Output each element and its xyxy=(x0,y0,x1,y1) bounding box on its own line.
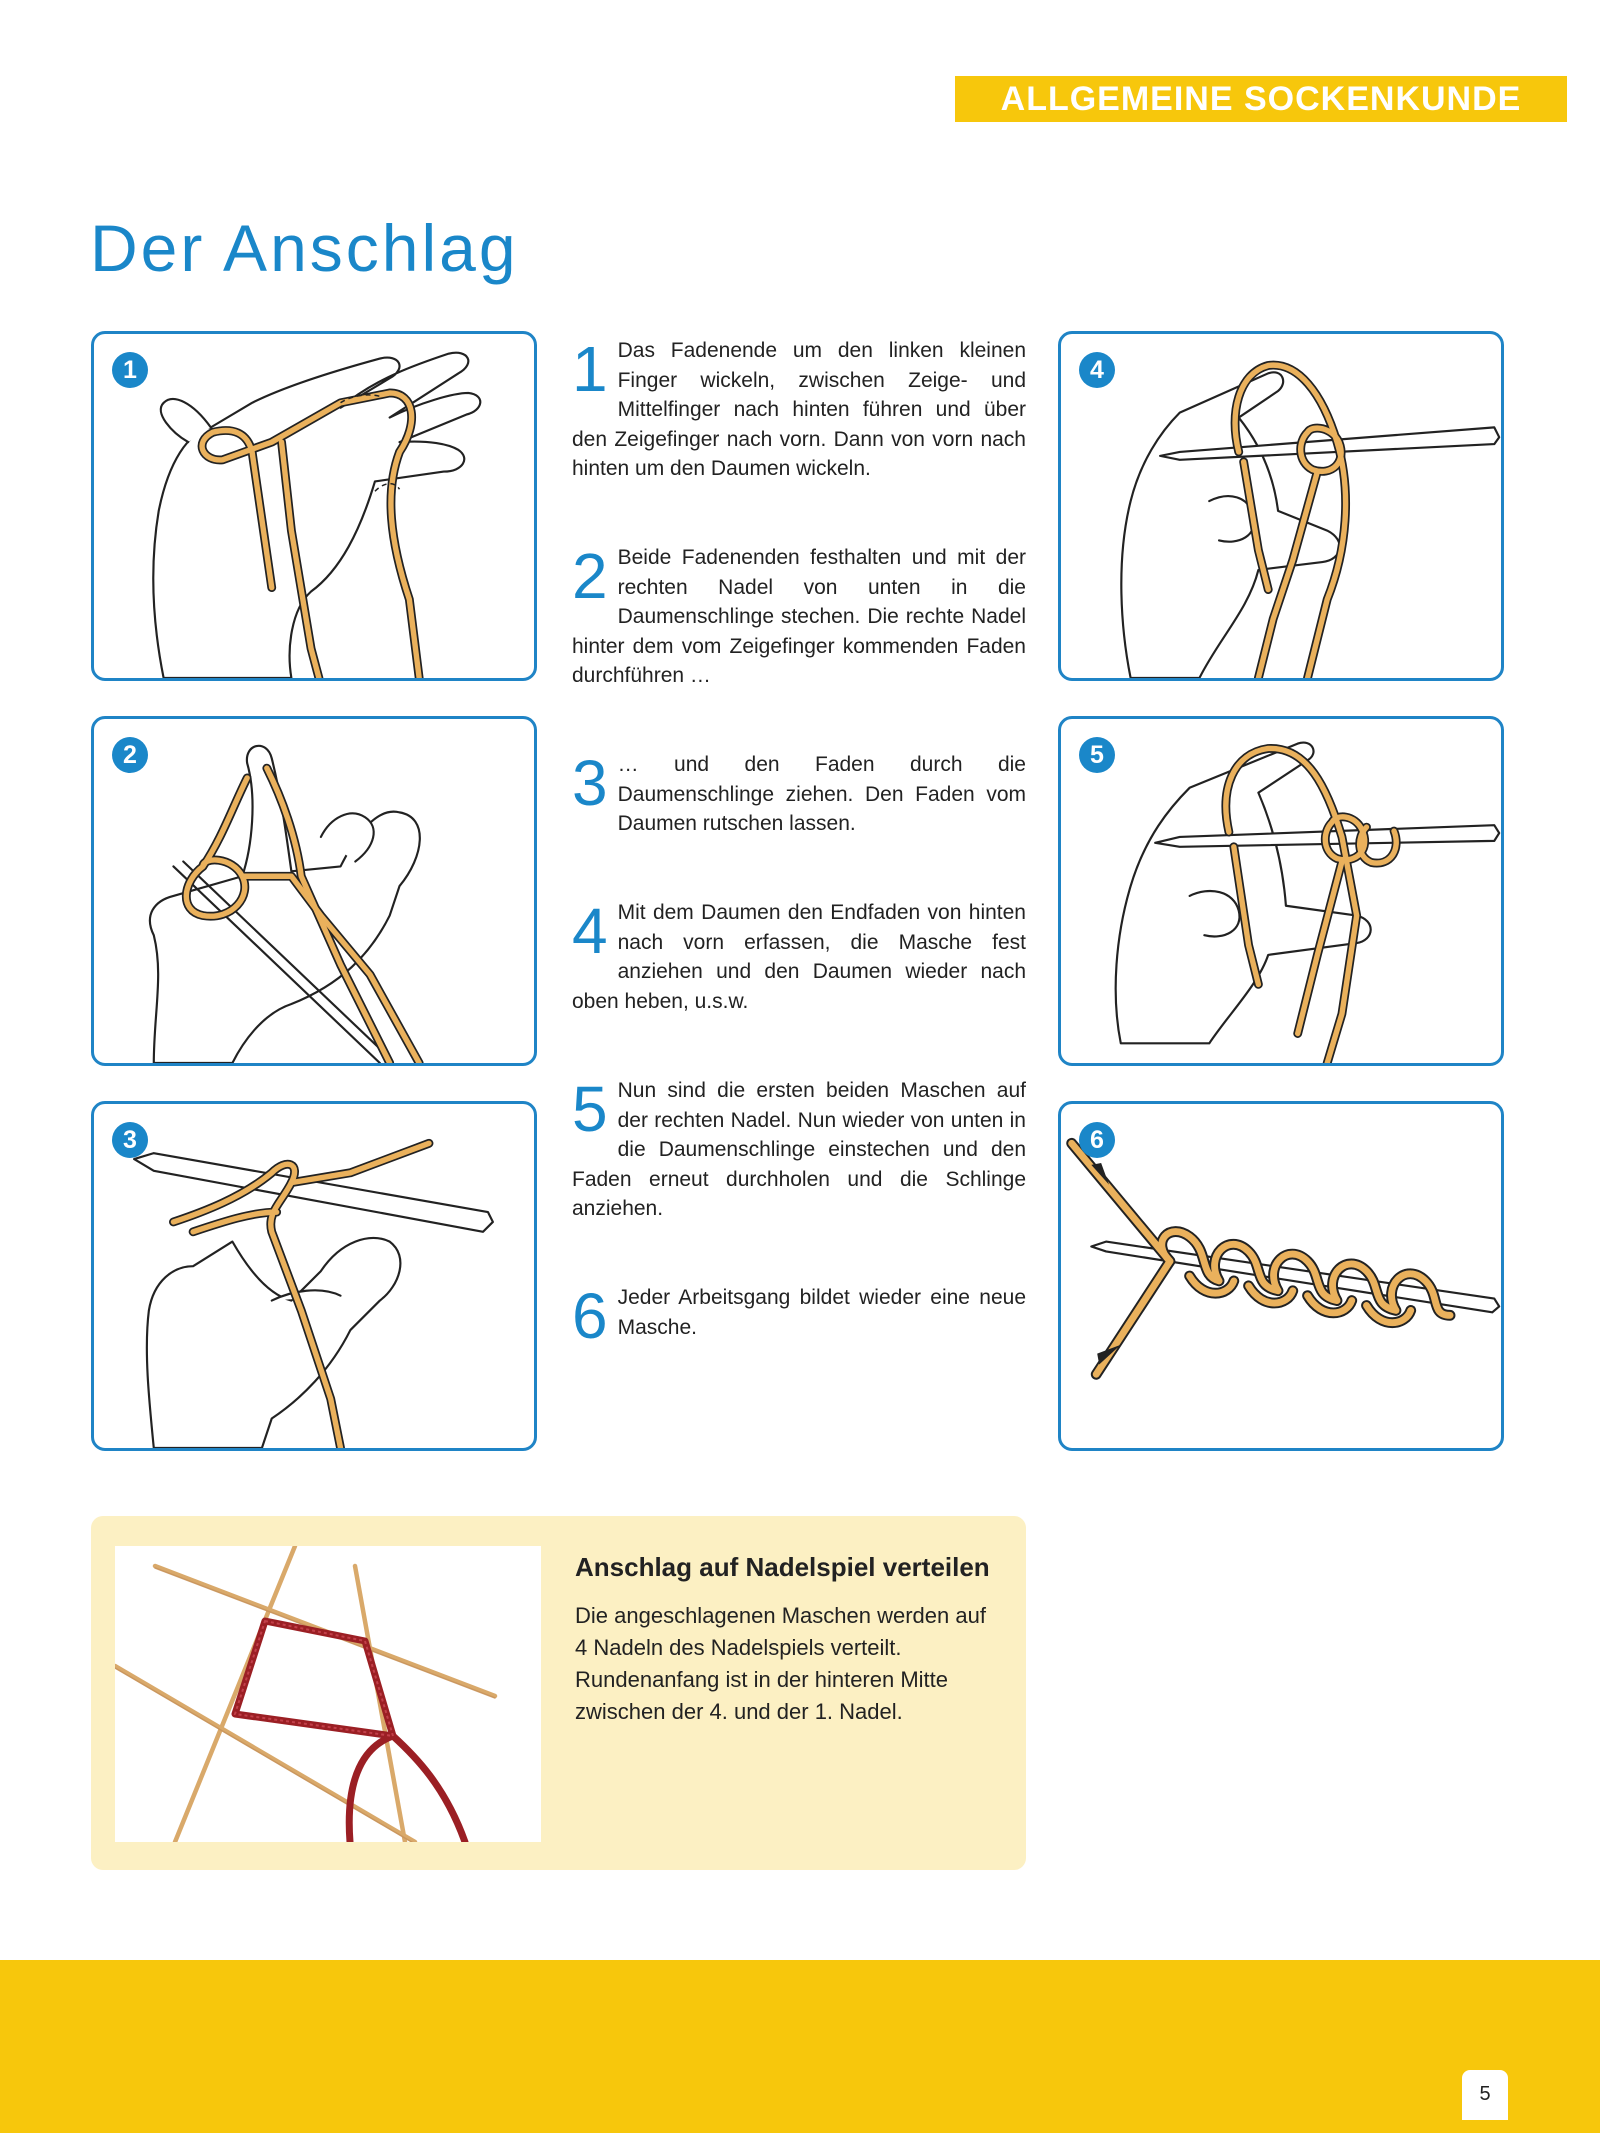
instruction-step-1 xyxy=(572,333,1026,484)
instruction-step-5 xyxy=(572,1073,1026,1224)
step-badge-2: 2 xyxy=(112,737,148,773)
step-text-2: Beide Fadenenden festhalten und mit der rechten Nadel von unten in die Daumenschlinge stechen. Die rechte Nadel hinter dem vom Zeigefinger kommenden Faden durchführen … xyxy=(572,546,1026,687)
instruction-step-2 xyxy=(572,540,1026,691)
step-text-3: … und den Faden durch die Daumenschlinge ziehen. Den Faden vom Daumen rutschen lassen. xyxy=(617,753,1026,835)
step-number-4: 4 xyxy=(572,895,608,967)
step-badge-3: 3 xyxy=(112,1122,148,1158)
step-badge-5: 5 xyxy=(1079,737,1115,773)
instruction-step-3 xyxy=(572,747,1026,839)
info-box-text: Die angeschlagenen Maschen werden auf 4 Nadeln des Nadelspiels verteilt. Rundenanfang ist in der hinteren Mitte zwischen der 4. und der 1. Nadel. xyxy=(575,1603,986,1724)
tighten-stitch-illustration xyxy=(1061,334,1501,678)
instruction-step-6 xyxy=(572,1280,1026,1352)
illustration-panel-4 xyxy=(1058,331,1504,681)
illustration-panel-2 xyxy=(91,716,537,1066)
step-badge-6: 6 xyxy=(1079,1122,1115,1158)
second-stitch-illustration xyxy=(1061,719,1501,1063)
double-pointed-needles-photo xyxy=(115,1546,541,1842)
illustration-panel-5 xyxy=(1058,716,1504,1066)
section-tag xyxy=(955,76,1567,122)
hand-thread-wrap-illustration xyxy=(94,334,534,678)
step-badge-4: 4 xyxy=(1079,352,1115,388)
illustration-panel-3 xyxy=(91,1101,537,1451)
step-number-2: 2 xyxy=(572,540,608,612)
footer-band xyxy=(0,1960,1600,2133)
section-tag-label: ALLGEMEINE SOCKENKUNDE xyxy=(1000,80,1522,118)
instruction-step-4 xyxy=(572,895,1026,1016)
info-box xyxy=(91,1516,1026,1870)
step-text-6: Jeder Arbeitsgang bildet wieder eine neue Masche. xyxy=(617,1286,1026,1339)
step-text-4: Mit dem Daumen den Endfaden von hinten nach vorn erfassen, die Masche fest anziehen und den Daumen wieder nach oben heben, u.s.w. xyxy=(572,901,1026,1013)
step-number-1: 1 xyxy=(572,333,608,405)
page-number: 5 xyxy=(1462,2070,1508,2120)
info-box-title: Anschlag auf Nadelspiel verteilen xyxy=(575,1552,990,1582)
stitches-on-needle-illustration xyxy=(1061,1104,1501,1448)
step-text-5: Nun sind die ersten beiden Maschen auf der rechten Nadel. Nun wieder von unten in die Daumenschlinge einstechen und den Faden erneut durchholen und die Schlinge anziehen. xyxy=(572,1079,1026,1220)
page-title: Der Anschlag xyxy=(90,211,519,285)
step-number-3: 3 xyxy=(572,747,608,819)
info-photo xyxy=(115,1546,541,1842)
step-badge-1: 1 xyxy=(112,352,148,388)
thumb-loop-needle-illustration xyxy=(94,719,534,1063)
needle-pull-through-illustration xyxy=(94,1104,534,1448)
illustration-panel-1 xyxy=(91,331,537,681)
step-text-1: Das Fadenende um den linken kleinen Finger wickeln, zwischen Zeige- und Mittelfinger nach hinten führen und über den Zeigefinger nach vorn. Dann von vorn nach hinten um den Daumen wickeln. xyxy=(572,339,1026,480)
illustration-panel-6 xyxy=(1058,1101,1504,1451)
step-number-5: 5 xyxy=(572,1073,608,1145)
step-number-6: 6 xyxy=(572,1280,608,1352)
